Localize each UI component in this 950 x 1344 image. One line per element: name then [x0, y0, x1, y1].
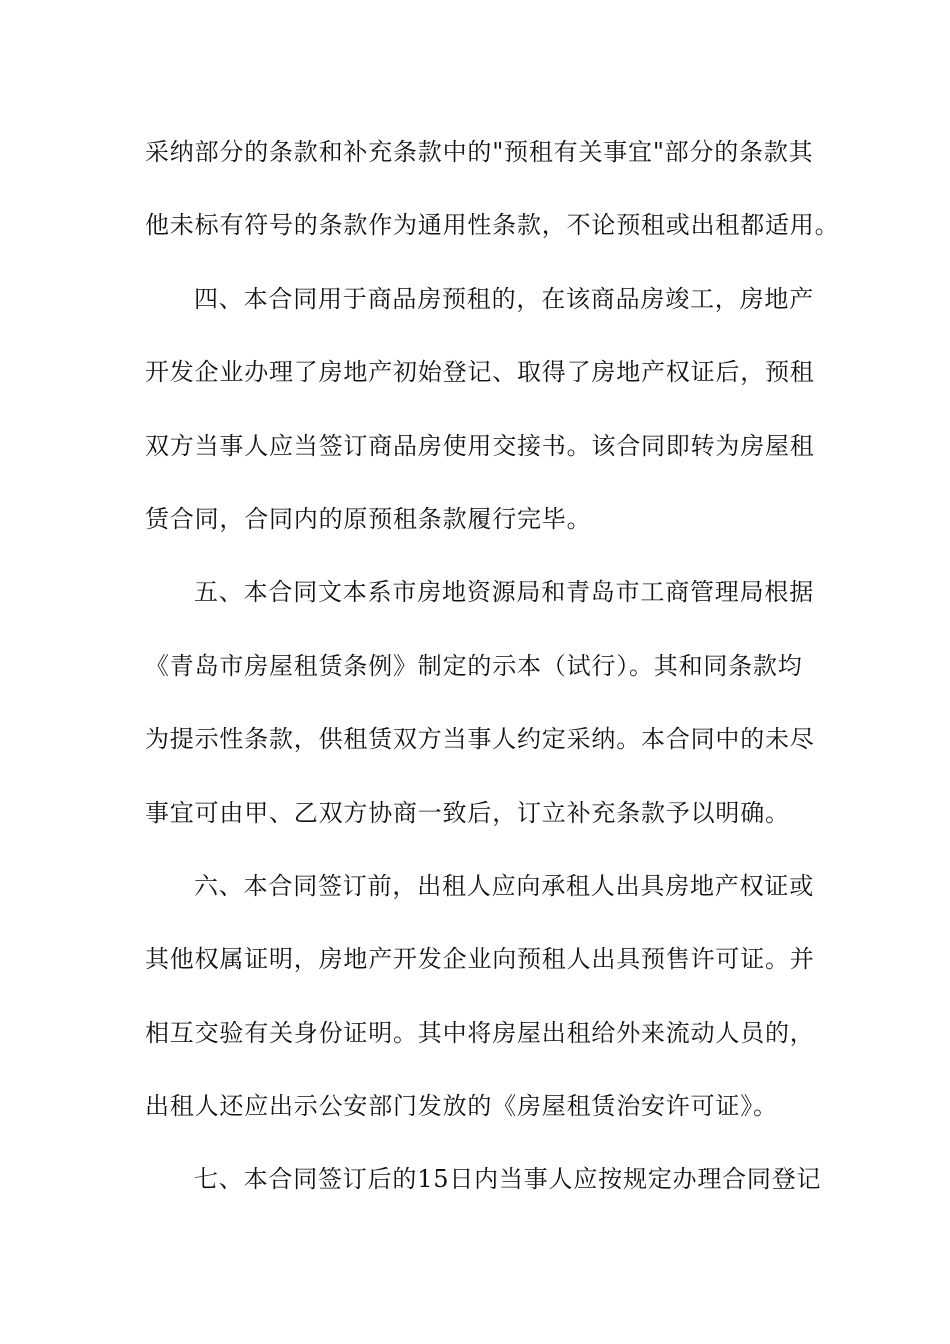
text-line: 他未标有符号的条款作为通用性条款，不论预租或出租都适用。 — [145, 211, 840, 240]
paragraph-line-seven: 七、本合同签订后的15日内当事人应按规定办理合同登记 — [194, 1165, 822, 1194]
paragraph-line-four: 四、本合同用于商品房预租的，在该商品房竣工，房地产 — [194, 284, 814, 313]
text-line: 赁合同，合同内的原预租条款履行完毕。 — [145, 504, 592, 533]
text-line: 事宜可由甲、乙双方协商一致后，订立补充条款予以明确。 — [145, 798, 790, 827]
text-line: 《青岛市房屋租赁条例》制定的示本（试行）。其和同条款均 — [145, 651, 803, 680]
text-line: 开发企业办理了房地产初始登记、取得了房地产权证后，预租 — [145, 358, 815, 387]
text-line: 双方当事人应当签订商品房使用交接书。该合同即转为房屋租 — [145, 431, 815, 460]
paragraph-line-five: 五、本合同文本系市房地资源局和青岛市工商管理局根据 — [194, 578, 814, 607]
paragraph-line-six: 六、本合同签订前，出租人应向承租人出具房地产权证或 — [194, 871, 814, 900]
text-line: 相互交验有关身份证明。其中将房屋出租给外来流动人员的， — [145, 1018, 815, 1047]
document-body — [145, 128, 840, 1229]
text-line: 为提示性条款，供租赁双方当事人约定采纳。本合同中的未尽 — [145, 725, 815, 754]
text-line: 出租人还应出示公安部门发放的《房屋租赁治安许可证》。 — [145, 1092, 778, 1121]
text-line: 其他权属证明，房地产开发企业向预租人出具预售许可证。并 — [145, 945, 815, 974]
text-line: 采纳部分的条款和补充条款中的"预租有关事宜"部分的条款其 — [145, 138, 814, 166]
